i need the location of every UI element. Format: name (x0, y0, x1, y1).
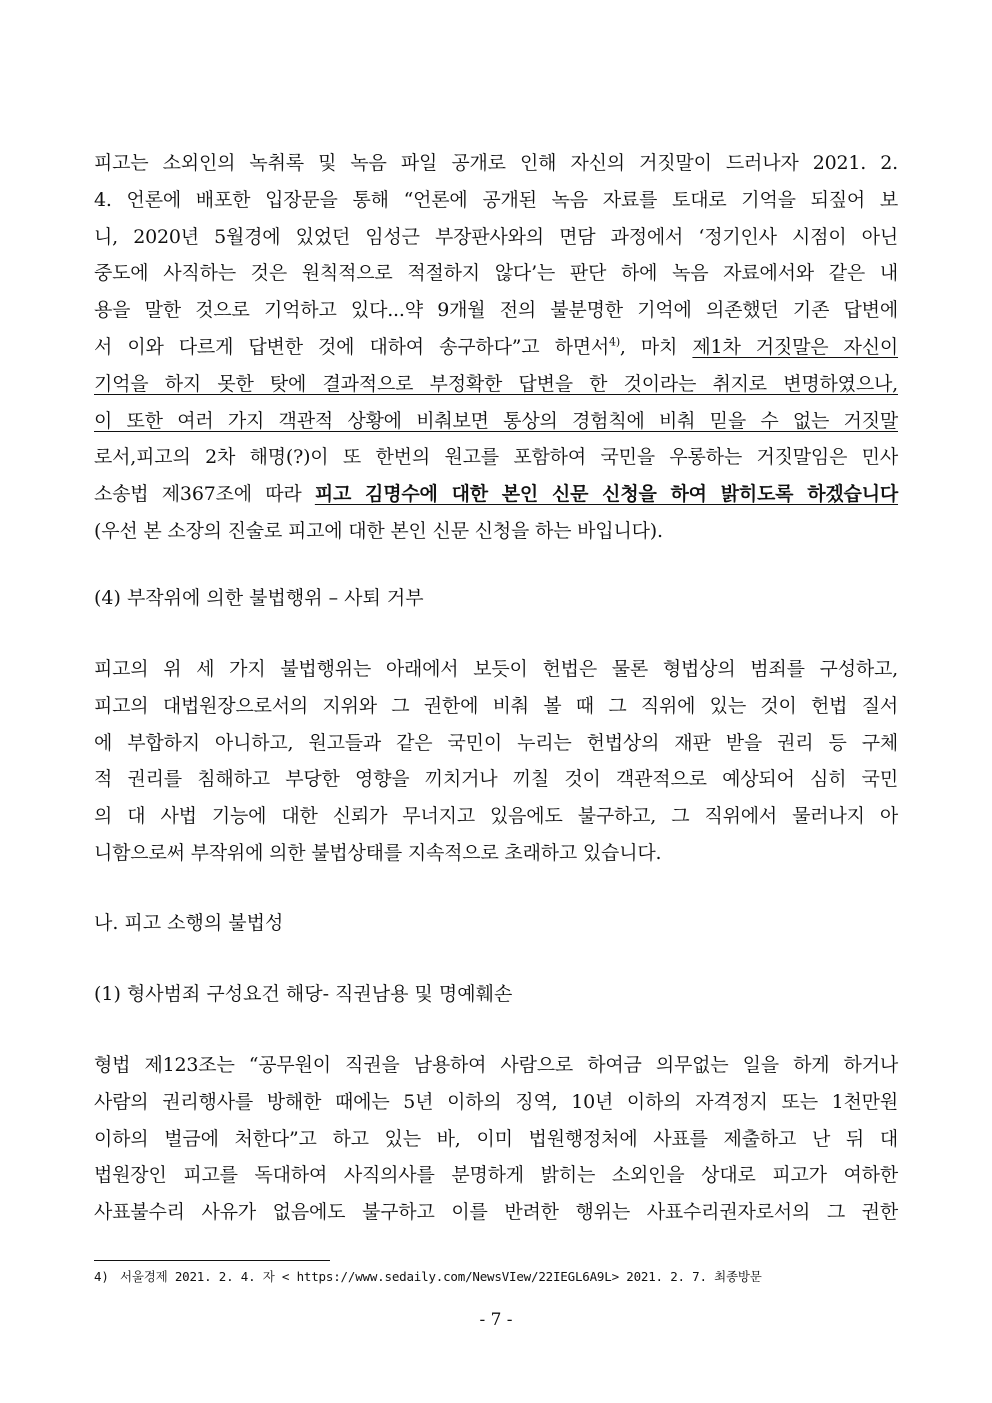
paragraph-criminal-law (94, 1047, 898, 1231)
page-number: - 7 - (479, 1310, 513, 1330)
text-line: 법원장인 피고를 독대하여 사직의사를 분명하게 밝히는 소외인을 상대로 피고가 여하한 (94, 1164, 898, 1187)
text-line: (우선 본 소장의 진술로 피고에 대한 본인 신문 신청을 하는 바입니다). (94, 519, 663, 542)
text-line: 피고의 대법원장으로서의 지위와 그 권한에 비춰 볼 때 그 직위에 있는 것이 헌법 질서 (94, 694, 898, 717)
text-line: 로서,피고의 2차 해명(?)이 또 한번의 원고를 포함하여 국민을 우롱하는 거짓말임은 민사 (94, 446, 898, 469)
text-line: 4. 언론에 배포한 입장문을 통해 “언론에 공개된 녹음 자료를 토대로 기억을 되짚어 보 (94, 188, 898, 211)
text-line (94, 329, 898, 366)
text-line: 적 권리를 침해하고 부당한 영향을 끼치거나 끼칠 것이 객관적으로 예상되어 심히 국민 (94, 768, 898, 791)
paragraph-omission (94, 651, 898, 872)
text-line: 피고는 소외인의 녹취록 및 녹음 파일 공개로 인해 자신의 거짓말이 드러나자 2021. 2. (94, 152, 898, 174)
text-line: 니, 2020년 5월경에 있었던 임성근 부장판사와의 면담 과정에서 ‘정기인사 시점이 아닌 (94, 225, 898, 248)
footnote-reference: 4) (609, 335, 620, 349)
text-segment: 서 이와 다르게 답변한 것에 대하여 송구하다”고 하면서 (94, 335, 610, 358)
footnote-text: 서울경제 2021. 2. 4. 자 < https://www.sedaily.com/NewsVIew/22IEGL6A9L> 2021. 2. 7. 최종방문 (120, 1269, 762, 1284)
text-line: 사표불수리 사유가 없음에도 불구하고 이를 반려한 행위는 사표수리권자로서의 그 권한 (94, 1201, 898, 1224)
text-line: 이하의 벌금에 처한다”고 하고 있는 바, 이미 법원행정처에 사표를 제출하고 난 뒤 대 (94, 1127, 898, 1150)
paragraph-false-statement (94, 145, 898, 550)
underlined-text: 제1차 거짓말은 자신이 (692, 335, 899, 358)
text-line: 니함으로써 부작위에 의한 불법상태를 지속적으로 초래하고 있습니다. (94, 841, 662, 864)
text-line: 형법 제123조는 “공무원이 직권을 남용하여 사람으로 하여금 의무없는 일을 하게 하거나 (94, 1054, 898, 1076)
text-line: 용을 말한 것으로 기억하고 있다...약 9개월 전의 불분명한 기억에 의존했던 기존 답변에 (94, 299, 898, 322)
text-line: 의 대 사법 기능에 대한 신뢰가 무너지고 있음에도 불구하고, 그 직위에서 물러나지 아 (94, 805, 898, 828)
footnote-number: 4) (94, 1269, 109, 1284)
text-line (94, 476, 898, 513)
bold-underlined-text: 피고 김명수에 대한 본인 신문 신청을 하여 밝히도록 하겠습니다 (314, 483, 899, 506)
text-segment: , 마치 (619, 335, 693, 358)
text-segment: 소송법 제367조에 따라 (94, 483, 315, 506)
footnote-separator (94, 1260, 330, 1261)
text-line: 중도에 사직하는 것은 원칙적으로 적절하지 않다’는 판단 하에 녹음 자료에서와 같은 내 (94, 262, 898, 285)
text-line: 피고의 위 세 가지 불법행위는 아래에서 보듯이 헌법은 물론 형법상의 범죄를 구성하고, (94, 658, 898, 680)
underlined-text-line: 이 또한 여러 가지 객관적 상황에 비춰보면 통상의 경험칙에 비춰 믿을 수 없는 거짓말 (94, 409, 898, 432)
subsection-heading: (1) 형사범죄 구성요건 해당- 직권남용 및 명예훼손 (94, 983, 513, 1005)
text-line: 사람의 권리행사를 방해한 때에는 5년 이하의 징역, 10년 이하의 자격정지 또는 1천만원 (94, 1090, 898, 1113)
text-line: 에 부합하지 아니하고, 원고들과 같은 국민이 누리는 헌법상의 재판 받을 권리 등 구체 (94, 731, 898, 754)
section-heading: 나. 피고 소행의 불법성 (94, 912, 284, 934)
footnote (94, 1266, 762, 1288)
section-heading: (4) 부작위에 의한 불법행위 – 사퇴 거부 (94, 587, 424, 609)
underlined-text-line: 기억을 하지 못한 탓에 결과적으로 부정확한 답변을 한 것이라는 취지로 변명하였으나, (94, 372, 898, 395)
